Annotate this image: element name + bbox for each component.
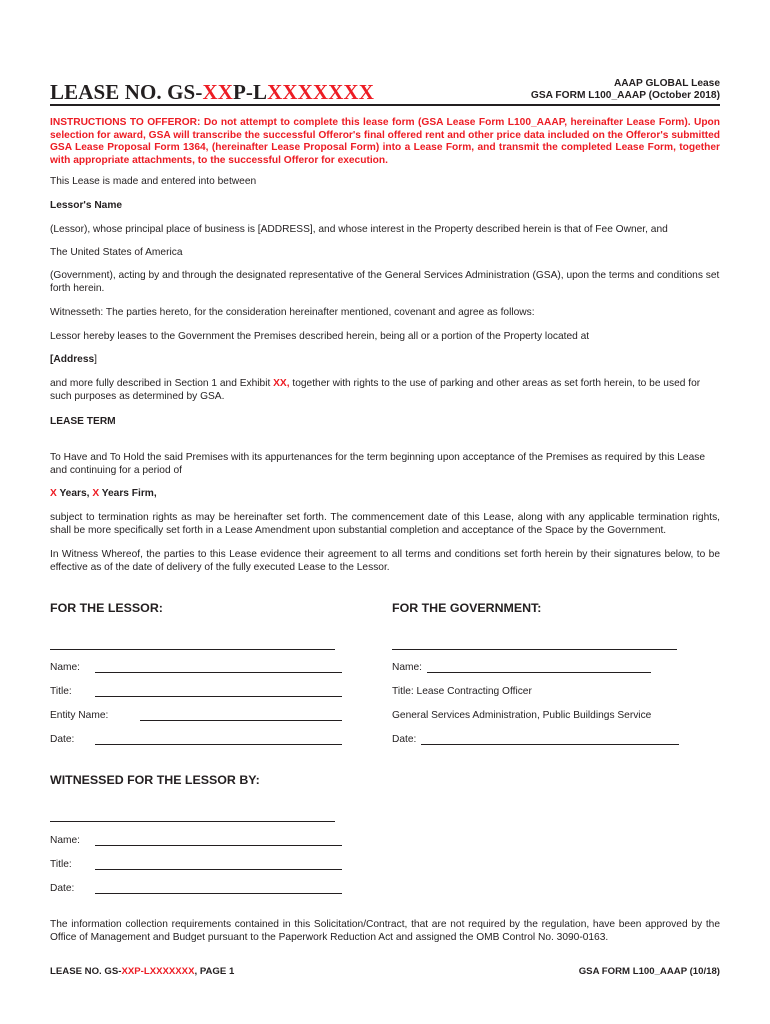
exhibit-placeholder: XX, — [273, 378, 290, 389]
described-pre: and more fully described in Section 1 and Exhibit — [50, 378, 274, 389]
witness-signature-line[interactable] — [50, 821, 335, 822]
described-text — [50, 378, 720, 403]
lessor-heading: FOR THE LESSOR: — [50, 601, 163, 615]
have-and-hold-text: To Have and To Hold the said Premises with its appurtenances for the term beginning upon acceptance of the Premises as required by this Lease and continuing for a period of — [50, 452, 706, 476]
lessor-description: (Lessor), whose principal place of business is [ADDRESS], and whose interest in the Property described herein is that of Fee Owner, and — [50, 224, 668, 235]
footer-prefix: LEASE NO. GS- — [50, 966, 122, 977]
witnesseth-label: Witnesseth — [50, 307, 101, 318]
instructions-to-offeror: INSTRUCTIONS TO OFFEROR: Do not attempt to complete this lease form (GSA Lease Form L100_AAAP, hereinafter Lease Form). Upon selection for award, GSA will transcribe the successful Offeror's final offered rent and other price data included on the Offeror's submitted GSA Lease Proposal Form 1364, (hereinafter Lease Proposal Form) into a Lease Form, and transmit the completed Lease Form, together with appropriate attachments, to the successful Offeror for execution. — [50, 117, 720, 166]
lessor-date-field[interactable] — [95, 744, 342, 745]
lessor-name: Lessor's Name — [50, 200, 123, 211]
witness-date-field[interactable] — [95, 893, 342, 894]
united-states-text: The United States of America — [50, 247, 183, 258]
witnesseth-text — [50, 307, 720, 320]
lessor-signature-line[interactable] — [50, 649, 335, 650]
lessor-date-label: Date: — [50, 734, 75, 745]
witness-title-field[interactable] — [95, 869, 342, 870]
witness-date-label: Date: — [50, 883, 75, 894]
lessor-name-field[interactable] — [95, 672, 342, 673]
lease-number-title — [50, 80, 374, 105]
footer-form-name: GSA FORM L100_AAAP (10/18) — [578, 966, 720, 977]
address-bracket: ] — [94, 354, 98, 365]
government-title: Title: Lease Contracting Officer — [392, 686, 532, 697]
title-region: XX — [202, 80, 233, 104]
termination-text: subject to termination rights as may be hereinafter set forth. The commencement date of this Lease, along with any applicable termination rights, shall be more specifically set forth in a Lease Amendment upon substantial completion and acceptance of the Space by the Government. — [50, 512, 720, 536]
premises-address — [50, 354, 97, 367]
footer-lease-number — [50, 966, 234, 979]
government-description: (Government), acting by and through the designated representative of the General Services Administration (GSA), upon the terms and conditions set forth herein. — [50, 270, 720, 294]
lessor-name-label: Name: — [50, 662, 81, 673]
government-organization: General Services Administration, Public Buildings Service — [392, 710, 652, 721]
witnesseth-rest: : The parties hereto, for the consideration hereinafter mentioned, covenant and agree as follows: — [100, 307, 535, 318]
form-name-line1: AAAP GLOBAL Lease — [613, 78, 720, 89]
intro-text: This Lease is made and entered into between — [50, 176, 257, 187]
lease-term-heading: LEASE TERM — [50, 416, 116, 427]
witness-whereof-text: In Witness Whereof, the parties to this Lease evidence their agreement to all terms and conditions set forth herein by their signatures below, to be effective as of the date of delivery of the fully executed Lease to the Lessor. — [50, 549, 720, 573]
government-name-label: Name: — [392, 662, 423, 673]
title-number: XXXXXXX — [267, 80, 374, 104]
years-firm-label: Years Firm, — [99, 488, 157, 499]
form-name-line2: GSA FORM L100_AAAP (October 2018) — [530, 90, 720, 101]
years-label: Years, — [56, 488, 93, 499]
lessor-title-field[interactable] — [95, 696, 342, 697]
witness-heading: WITNESSED FOR THE LESSOR BY: — [50, 773, 260, 787]
entity-name-field[interactable] — [140, 720, 342, 721]
witness-name-label: Name: — [50, 835, 81, 846]
government-date-field[interactable] — [421, 744, 679, 745]
lease-term-years — [50, 488, 157, 501]
described-post: together with rights to the use of parking and other areas as set forth herein, to be used for such purposes as determined by GSA. — [50, 378, 701, 402]
entity-name-label: Entity Name: — [50, 710, 109, 721]
government-signature-line[interactable] — [392, 649, 677, 650]
footer-page: , PAGE 1 — [194, 966, 235, 977]
omb-notice: The information collection requirements contained in this Solicitation/Contract, that are not required by the regulation, have been approved by the Office of Management and Budget pursuant to the Paperwork Reduction Act and assigned the OMB Control No. 3090-0163. — [50, 919, 720, 943]
years-firm-placeholder: X — [92, 488, 100, 499]
address-bold: [Address — [50, 354, 95, 365]
title-mid: P-L — [232, 80, 268, 104]
witness-title-label: Title: — [50, 859, 72, 870]
header-rule — [50, 104, 720, 106]
leases-text: Lessor hereby leases to the Government the Premises described herein, being all or a portion of the Property located at — [50, 331, 590, 342]
footer-lease-placeholder: XXP-LXXXXXXX — [121, 966, 195, 977]
witness-name-field[interactable] — [95, 845, 342, 846]
government-date-label: Date: — [392, 734, 417, 745]
lessor-title-label: Title: — [50, 686, 72, 697]
years-placeholder: X — [50, 488, 57, 499]
government-heading: FOR THE GOVERNMENT: — [392, 601, 542, 615]
government-name-field[interactable] — [427, 672, 651, 673]
title-prefix: LEASE NO. GS- — [50, 80, 203, 104]
